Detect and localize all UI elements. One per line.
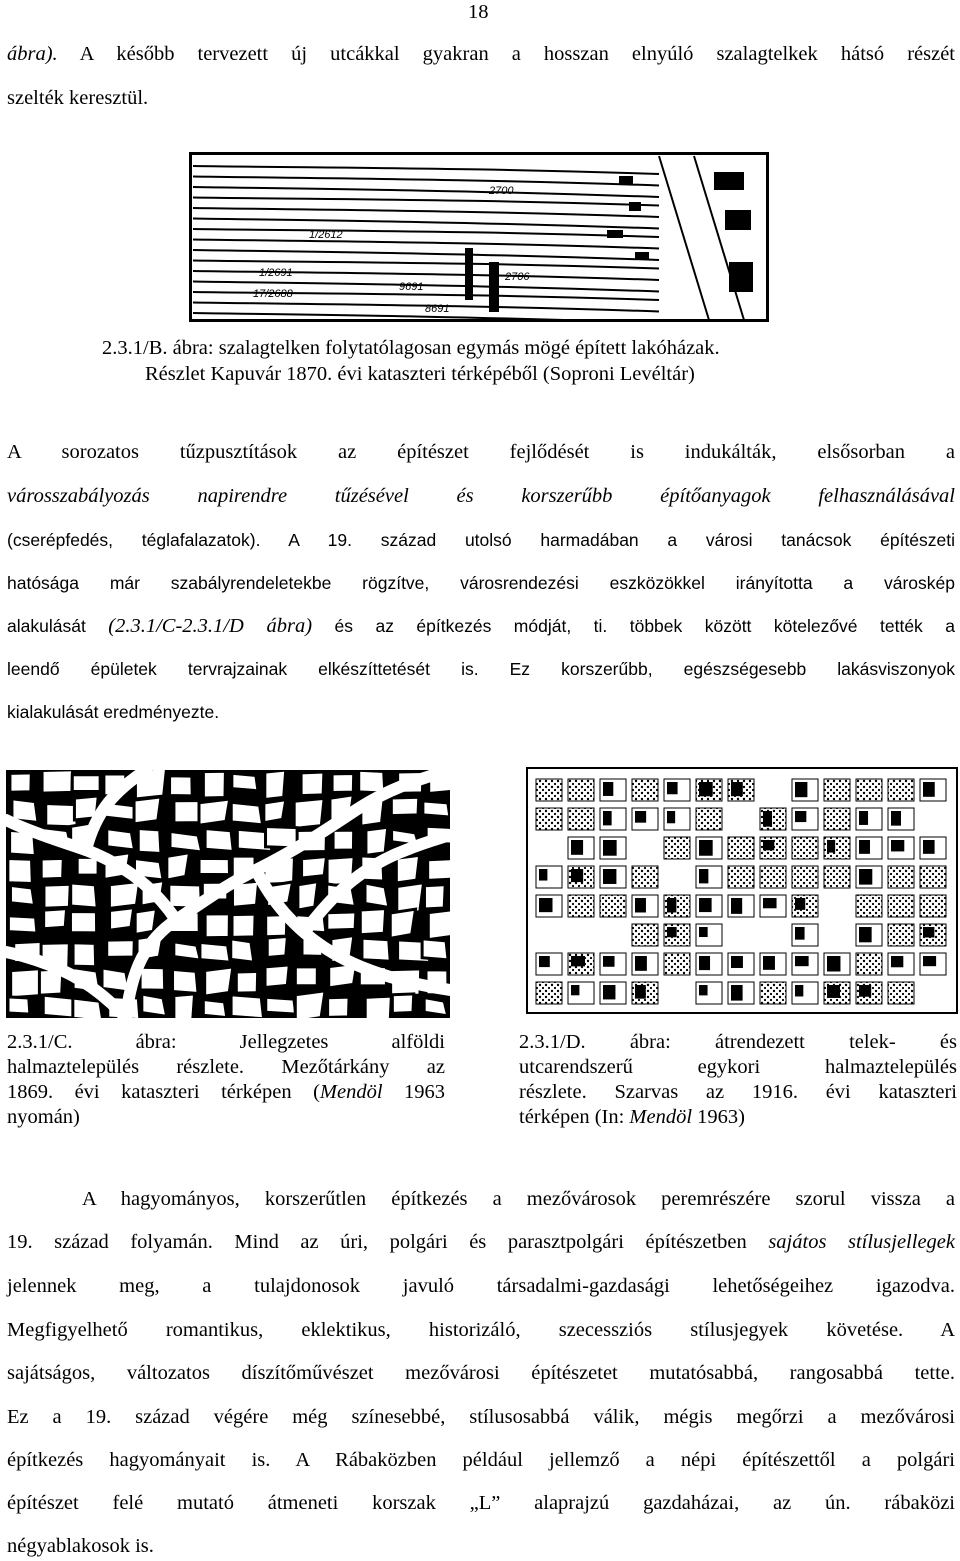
parcel-block bbox=[600, 895, 626, 917]
para2-line-5: sajátságos, változatos díszítőművészet mezővárosi építészetet mutatósabbá, rangosabbá tette. bbox=[7, 1362, 955, 1384]
map-label: 2700 bbox=[489, 185, 514, 197]
parcel-block bbox=[199, 858, 230, 874]
building-block bbox=[763, 956, 775, 970]
parcel-block bbox=[360, 909, 385, 935]
intro-italic: ábra). bbox=[7, 43, 58, 65]
para1-l5-post: és az építkezés módját, ti. többek között kötelezővé tették a bbox=[312, 616, 956, 636]
page-number: 18 bbox=[468, 1, 489, 23]
parcel-block bbox=[138, 829, 161, 854]
parcel-block bbox=[391, 797, 418, 815]
para1-line-4: hatósága már szabályrendeletekbe rögzítve, városrendezési eszközökkel irányította a városkép bbox=[7, 573, 955, 593]
figure-c-caption bbox=[7, 1030, 445, 1130]
parcel-block bbox=[366, 827, 388, 855]
parcel-block bbox=[302, 856, 327, 877]
parcel-block bbox=[728, 866, 754, 888]
parcel-block bbox=[888, 779, 914, 801]
building-block bbox=[859, 840, 870, 854]
parcel-block bbox=[44, 909, 67, 929]
building-block bbox=[859, 927, 872, 942]
parcel-block bbox=[428, 858, 450, 880]
parcel-block bbox=[365, 883, 389, 907]
parcel-block bbox=[70, 912, 96, 933]
parcel-block bbox=[888, 866, 914, 888]
building-block bbox=[699, 840, 713, 856]
building-block bbox=[827, 956, 840, 972]
building-block bbox=[699, 898, 712, 912]
parcel-block bbox=[8, 997, 30, 1014]
figure-d-caption-4-pre: térképen (In: bbox=[519, 1106, 630, 1128]
parcel-block bbox=[265, 965, 289, 988]
parcel-block bbox=[792, 866, 818, 888]
parcel-block bbox=[888, 982, 914, 1004]
parcel-block bbox=[568, 808, 594, 830]
parcel-block bbox=[632, 924, 658, 946]
parcel-block bbox=[301, 772, 324, 796]
building-block bbox=[731, 985, 743, 1001]
para1-line-1: A sorozatos tűzpusztítások az építészet fejlődését is indukálták, elsősorban a bbox=[7, 441, 955, 463]
parcel-block bbox=[536, 982, 562, 1004]
parcel-block bbox=[205, 828, 233, 851]
para2-line-1: A hagyományos, korszerűtlen építkezés a mezővárosok peremrészére szorul vissza a bbox=[82, 1188, 955, 1210]
figure-c-caption-3-pre: 1869. évi kataszteri térképen ( bbox=[7, 1081, 320, 1103]
para2-l2-pre: 19. század folyamán. Mind az úri, polgári és parasztpolgári építészetben bbox=[7, 1231, 769, 1253]
parcel-block bbox=[365, 996, 391, 1018]
building-block bbox=[699, 927, 708, 937]
parcel-block bbox=[205, 967, 233, 996]
parcel-block bbox=[536, 808, 562, 830]
parcel-block bbox=[856, 895, 882, 917]
building-block bbox=[795, 898, 805, 910]
parcel-block bbox=[42, 770, 73, 793]
para2-line-3: jelennek meg, a tulajdonosok javuló társadalmi-gazdasági lehetőségeihez igazodva. bbox=[7, 1275, 955, 1297]
parcel-block bbox=[568, 895, 594, 917]
parcel-block bbox=[888, 895, 914, 917]
building-block bbox=[603, 811, 612, 825]
figure-d-caption-4 bbox=[519, 1105, 957, 1130]
building-block bbox=[699, 782, 713, 796]
building-block bbox=[795, 985, 803, 996]
building-block bbox=[603, 956, 615, 967]
map-label: 9691 bbox=[399, 281, 424, 293]
parcel-block bbox=[10, 773, 31, 792]
map-label: 2706 bbox=[505, 271, 530, 283]
parcel-block bbox=[107, 829, 135, 850]
building-block bbox=[571, 985, 579, 995]
parcel-block bbox=[632, 866, 658, 888]
figure-d-caption-4-post: 1963) bbox=[692, 1106, 745, 1128]
para2-line-4: Megfigyelhető romantikus, eklektikus, historizáló, szecessziós stílusjegyek követése. A bbox=[7, 1319, 955, 1341]
parcel-block bbox=[203, 1000, 227, 1018]
parcel-block bbox=[266, 997, 296, 1014]
building-block bbox=[891, 811, 901, 826]
figure-c-caption-4: nyomán) bbox=[7, 1106, 80, 1128]
parcel-block bbox=[71, 883, 98, 908]
parcel-block bbox=[231, 939, 254, 962]
building-block bbox=[795, 782, 807, 797]
building-block bbox=[667, 782, 678, 794]
parcel-block bbox=[824, 866, 850, 888]
building-block bbox=[635, 985, 646, 999]
building-block bbox=[714, 172, 744, 190]
parcel-block bbox=[232, 914, 255, 937]
parcel-block bbox=[110, 908, 134, 931]
building-block bbox=[465, 248, 473, 300]
building-block bbox=[539, 956, 550, 967]
building-block bbox=[795, 811, 806, 822]
building-block bbox=[859, 985, 871, 997]
parcel-block bbox=[11, 968, 43, 997]
parcel-block bbox=[332, 774, 354, 793]
intro-rest: A később tervezett új utcákkal gyakran a hosszan elnyúló szalagtelkek hátsó részét bbox=[57, 43, 955, 65]
parcel-block bbox=[728, 837, 754, 859]
parcel-block bbox=[8, 858, 32, 883]
building-block bbox=[795, 956, 809, 966]
building-block bbox=[891, 840, 904, 851]
parcel-block bbox=[392, 994, 413, 1013]
parcel-block bbox=[856, 779, 882, 801]
building-block bbox=[629, 202, 641, 211]
building-block bbox=[827, 840, 835, 853]
building-block bbox=[763, 898, 777, 908]
parcel-block bbox=[632, 779, 658, 801]
intro-line-1 bbox=[7, 42, 955, 66]
map-label: 1/2612 bbox=[309, 229, 343, 241]
building-block bbox=[731, 782, 743, 796]
parcel-block bbox=[362, 938, 390, 961]
parcel-block bbox=[134, 797, 161, 824]
parcel-block bbox=[824, 779, 850, 801]
parcel-block bbox=[888, 924, 914, 946]
map-label: 17/2688 bbox=[253, 288, 293, 300]
building-block bbox=[635, 811, 646, 823]
parcel-block bbox=[174, 942, 201, 960]
building-block bbox=[731, 898, 742, 914]
building-block bbox=[667, 898, 676, 912]
parcel-block bbox=[664, 953, 690, 975]
building-block bbox=[731, 956, 743, 968]
parcel-block bbox=[824, 808, 850, 830]
parcel-block bbox=[231, 802, 262, 825]
building-block bbox=[827, 985, 840, 998]
map-label: 1/2691 bbox=[259, 267, 293, 279]
figure-b-map bbox=[189, 152, 769, 322]
parcel-block bbox=[264, 800, 286, 823]
parcel-block bbox=[232, 773, 258, 791]
building-block bbox=[763, 811, 772, 827]
para2-line-6: Ez a 19. század végére még színesebbé, stílusosabbá válik, mégis megőrzi a mezővárosi bbox=[7, 1406, 955, 1428]
figure-d-map bbox=[526, 767, 958, 1014]
parcel-block bbox=[568, 779, 594, 801]
building-block bbox=[603, 869, 616, 884]
parcel-block bbox=[107, 940, 135, 958]
building-block bbox=[667, 811, 675, 823]
parcel-block bbox=[167, 853, 190, 880]
figure-c-caption-1: 2.3.1/C. ábra: Jellegzetes alföldi bbox=[7, 1031, 445, 1053]
parcel-block bbox=[267, 936, 287, 957]
para1-l5-pre: alakulását bbox=[7, 616, 109, 636]
parcel-block bbox=[236, 971, 257, 993]
parcel-block bbox=[536, 779, 562, 801]
building-block bbox=[923, 927, 934, 937]
figure-d-caption bbox=[519, 1030, 957, 1130]
parcel-block bbox=[428, 909, 450, 939]
parcel-block bbox=[173, 969, 199, 993]
parcel-block bbox=[200, 942, 230, 962]
para1-line-7: kialakulását eredményezte. bbox=[7, 702, 220, 722]
building-block bbox=[539, 898, 553, 912]
para2-line-2 bbox=[7, 1230, 955, 1254]
building-block bbox=[603, 782, 613, 796]
building-block bbox=[859, 811, 868, 825]
parcel-block bbox=[424, 998, 448, 1016]
parcel-block bbox=[422, 939, 448, 960]
para1-line-2 bbox=[7, 484, 955, 508]
author-name: Mendöl bbox=[319, 1081, 383, 1103]
parcel-block bbox=[760, 982, 786, 1004]
parcel-block bbox=[8, 916, 37, 933]
author-name: Mendöl bbox=[629, 1106, 693, 1128]
figure-c-map bbox=[6, 770, 450, 1018]
parcel-block bbox=[295, 991, 325, 1018]
building-block bbox=[603, 840, 617, 856]
building-block bbox=[607, 230, 623, 238]
building-block bbox=[489, 262, 499, 312]
parcel-block bbox=[856, 953, 882, 975]
parcel-block bbox=[41, 858, 63, 879]
building-block bbox=[635, 252, 649, 259]
para1-line-5 bbox=[7, 614, 955, 638]
parcel-block bbox=[265, 770, 286, 799]
parcel-block bbox=[140, 967, 165, 990]
parcel-block bbox=[423, 801, 450, 817]
parcel-block bbox=[73, 943, 96, 967]
parcel-block bbox=[333, 830, 354, 850]
parcel-block bbox=[327, 912, 356, 930]
building-block bbox=[667, 927, 677, 937]
building-block bbox=[699, 985, 708, 995]
figure-reference: (2.3.1/C-2.3.1/D ábra) bbox=[108, 615, 313, 637]
building-block bbox=[923, 840, 935, 854]
para1-line-3: (cserépfedés, téglafalazatok). A 19. század utolsó harmadában a városi tanácsok építészeti bbox=[7, 530, 955, 550]
parcel-block bbox=[109, 881, 139, 908]
building-block bbox=[891, 956, 903, 967]
para2-line-7: építkezés hagyományait is. A Rábaközben például jellemző a népi építészettől a polgári bbox=[7, 1449, 955, 1471]
parcel-block bbox=[73, 998, 103, 1018]
parcel-block bbox=[298, 882, 318, 911]
parcel-block bbox=[170, 776, 193, 796]
building-block bbox=[923, 782, 935, 797]
figure-b-caption-1: 2.3.1/B. ábra: szalagtelken folytatólagosan egymás mögé épített lakóházak. bbox=[102, 337, 720, 359]
parcel-block bbox=[203, 771, 225, 798]
para1-line-6: leendő épületek tervrajzainak elkészíttetését is. Ez korszerűbb, egészségesebb lakásviszonyok bbox=[7, 659, 955, 679]
building-block bbox=[699, 869, 708, 883]
parcel-block bbox=[135, 909, 156, 935]
parcel-block bbox=[10, 885, 34, 905]
parcel-block bbox=[43, 995, 75, 1018]
building-block bbox=[923, 956, 936, 966]
parcel-block bbox=[760, 866, 786, 888]
para2-line-9: négyablakosok is. bbox=[7, 1535, 154, 1557]
building-block bbox=[725, 210, 751, 230]
parcel-block bbox=[396, 855, 419, 883]
parcel-block bbox=[142, 994, 167, 1016]
parcel-block bbox=[792, 837, 818, 859]
building-block bbox=[763, 840, 774, 850]
building-block bbox=[859, 869, 872, 885]
parcel-block bbox=[920, 866, 946, 888]
parcel-block bbox=[170, 831, 202, 852]
figure-d-caption-2: utcarendszerű egykori halmaztelepülés bbox=[519, 1056, 957, 1078]
building-block bbox=[571, 840, 583, 855]
parcel-block bbox=[390, 909, 415, 938]
parcel-block bbox=[44, 884, 70, 908]
building-block bbox=[635, 898, 646, 912]
parcel-block bbox=[294, 798, 324, 828]
para2-italic: sajátos stílusjellegek bbox=[768, 1231, 955, 1253]
building-block bbox=[571, 869, 583, 882]
building-block bbox=[729, 262, 753, 292]
intro-line-2: szelték keresztül. bbox=[7, 87, 149, 109]
parcel-block bbox=[424, 885, 445, 909]
parcel-block bbox=[174, 994, 195, 1018]
figure-b-caption-2: Részlet Kapuvár 1870. évi kataszteri térképéből (Soproni Levéltár) bbox=[145, 363, 695, 385]
parcel-block bbox=[46, 804, 77, 827]
building-block bbox=[795, 927, 805, 940]
parcel-block bbox=[72, 775, 100, 792]
para1-italic: városszabályozás napirendre tűzésével és korszerűbb építőanyagok felhasználásával bbox=[7, 485, 955, 507]
parcel-block bbox=[664, 837, 690, 859]
figure-d-caption-3: részlete. Szarvas az 1916. évi kataszteri bbox=[519, 1081, 957, 1103]
building-block bbox=[699, 956, 710, 970]
parcel-block bbox=[205, 914, 229, 938]
parcel-block bbox=[199, 799, 230, 825]
building-block bbox=[635, 956, 647, 971]
parcel-block bbox=[328, 997, 349, 1017]
building-block bbox=[539, 869, 547, 881]
para2-line-8: építészet felé mutató átmeneti korszak „L” alaprajzú gazdaházai, az ún. rábaközi bbox=[7, 1492, 955, 1514]
figure-c-caption-2: halmaztelepülés részlete. Mezőtárkány az bbox=[7, 1056, 445, 1078]
figure-d-caption-1: 2.3.1/D. ábra: átrendezett telek- és bbox=[519, 1031, 957, 1053]
parcel-block bbox=[696, 808, 722, 830]
building-block bbox=[619, 176, 633, 184]
parcel-block bbox=[295, 967, 317, 986]
figure-c-caption-3-post: 1963 bbox=[382, 1081, 445, 1103]
parcel-block bbox=[920, 895, 946, 917]
parcel-block bbox=[231, 995, 264, 1018]
map-label: 8691 bbox=[425, 303, 450, 315]
figure-c-caption-3 bbox=[7, 1080, 445, 1105]
building-block bbox=[603, 985, 615, 999]
building-block bbox=[571, 956, 585, 966]
